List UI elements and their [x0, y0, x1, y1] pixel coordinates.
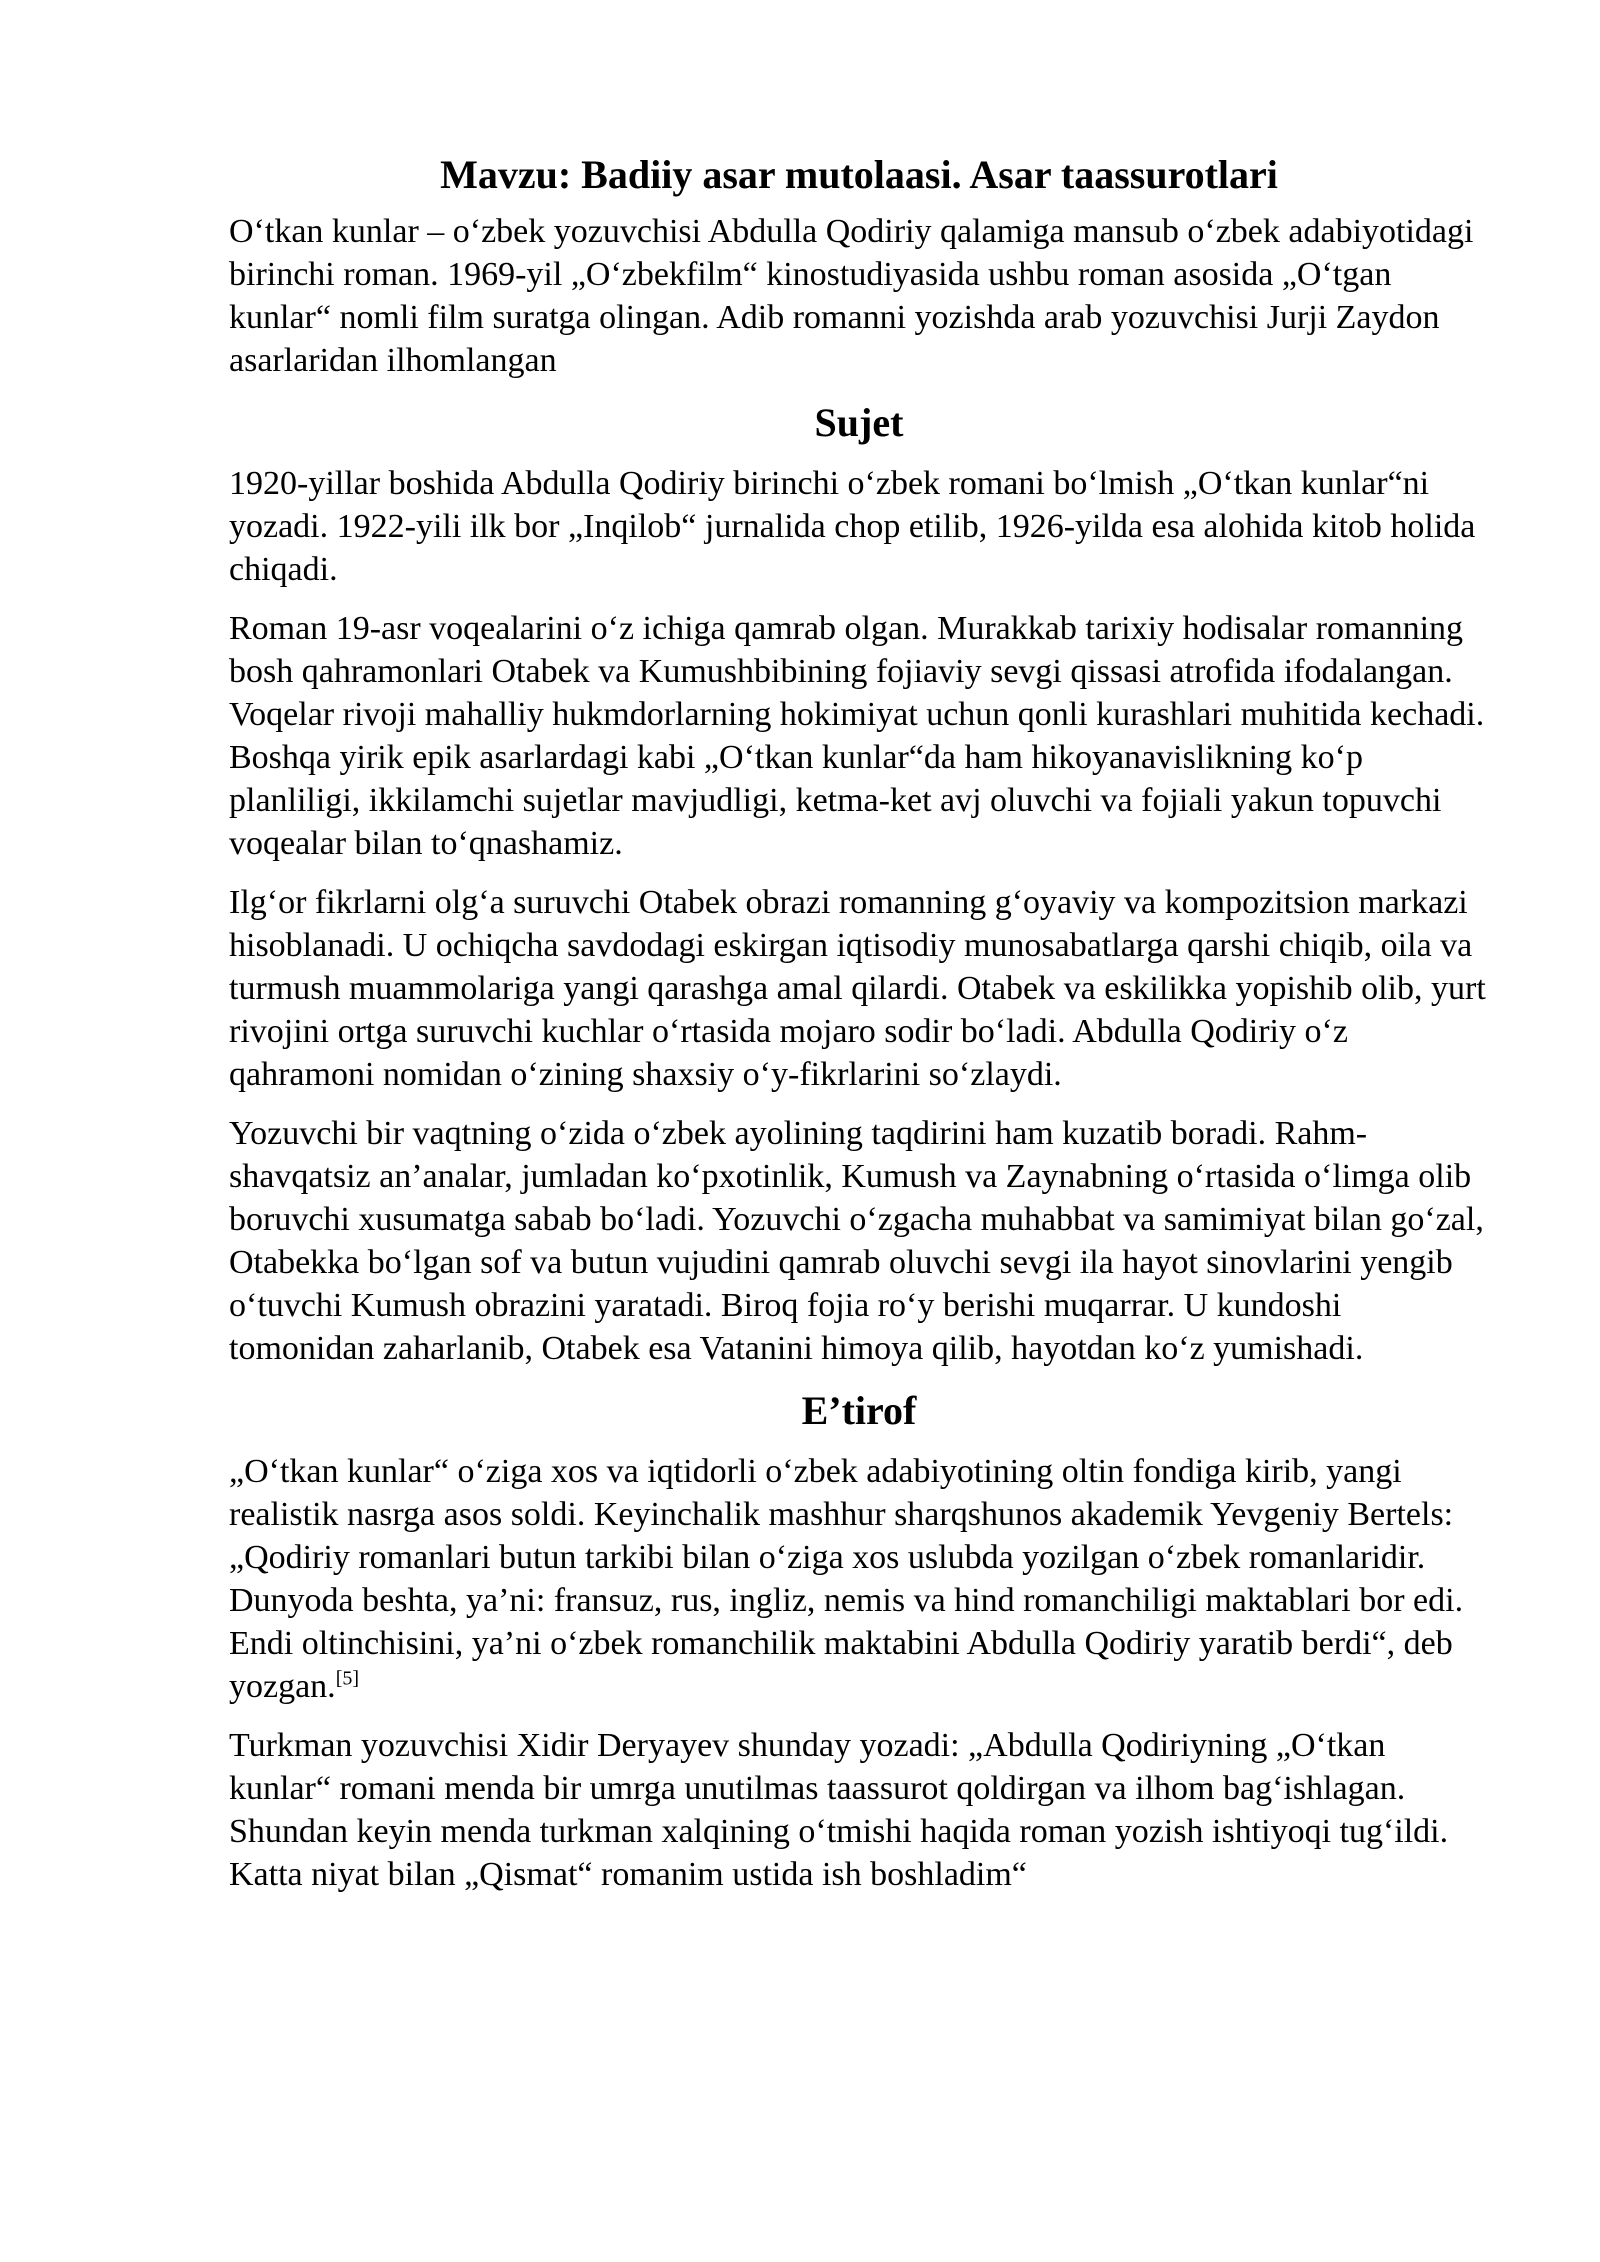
intro-paragraph: O‘tkan kunlar – o‘zbek yozuvchisi Abdulla Qodiriy qalamiga mansub o‘zbek adabiyotidagi birinchi roman. 1969-yil „O‘zbekfilm“ kinostudiyasida ushbu roman asosida „O‘tgan kunlar“ nomli film suratga olingan. Adib romanni yozishda arab yozuvchisi Jurji Zaydon asarlaridan ilhomlangan	[229, 213, 1474, 379]
footnote-reference[interactable]: [5]	[335, 1667, 360, 1690]
sujet-paragraph-3: Ilg‘or fikrlarni olg‘a suruvchi Otabek obrazi romanning g‘oyaviy va kompozitsion markazi hisoblanadi. U ochiqcha savdodagi eskirgan iqtisodiy munosabatlarga qarshi chiqib, oila va turmush muammolariga yangi qarashga amal qilardi. Otabek va eskilikka yopishib olib, yurt rivojini ortga suruvchi kuchlar o‘rtasida mojaro sodir bo‘ladi. Abdulla Qodiriy o‘z qahramoni nomidan o‘zining shaxsiy o‘y-fikrlarini so‘zlaydi.	[229, 884, 1486, 1093]
document-page	[229, 150, 1489, 1912]
sujet-paragraph-1: 1920-yillar boshida Abdulla Qodiriy birinchi o‘zbek romani bo‘lmish „O‘tkan kunlar“ni yozadi. 1922-yili ilk bor „Inqilob“ jurnalida chop etilib, 1926-yilda esa alohida kitob holida chiqadi.	[229, 465, 1476, 588]
etirof-paragraph-1-text: „O‘tkan kunlar“ o‘ziga xos va iqtidorli o‘zbek adabiyotining oltin fondiga kirib, yangi realistik nasrga asos soldi. Keyinchalik mashhur sharqshunos akademik Yevgeniy Bertels: „Qodiriy romanlari butun tarkibi bilan o‘ziga xos uslubda yozilgan o‘zbek romanlaridir. Dunyoda beshta, ya’ni: fransuz, rus, ingliz, nemis va hind romanchiligi maktablari bor edi. Endi oltinchisini, ya’ni o‘zbek romanchilik maktabini Abdulla Qodiriy yaratib berdi“, deb yozgan.	[229, 1453, 1464, 1705]
page-title: Mavzu: Badiiy asar mutolaasi. Asar taassurotlari	[440, 152, 1278, 197]
sujet-paragraph-4: Yozuvchi bir vaqtning o‘zida o‘zbek ayolining taqdirini ham kuzatib boradi. Rahm-shavqatsiz an’analar, jumladan ko‘pxotinlik, Kumush va Zaynabning o‘rtasida o‘limga olib boruvchi xusumatga sabab bo‘ladi. Yozuvchi o‘zgacha muhabbat va samimiyat bilan go‘zal, Otabekka bo‘lgan sof va butun vujudini qamrab oluvchi sevgi ila hayot sinovlarini yengib o‘tuvchi Kumush obrazini yaratadi. Biroq fojia ro‘y berishi muqarrar. U kundoshi tomonidan zaharlanib, Otabek esa Vatanini himoya qilib, hayotdan ko‘z yumishadi.	[229, 1115, 1484, 1367]
section-heading-sujet: Sujet	[814, 400, 904, 445]
etirof-paragraph-1	[229, 1450, 1489, 1708]
etirof-paragraph-2: Turkman yozuvchisi Xidir Deryayev shunday yozadi: „Abdulla Qodiriyning „O‘tkan kunlar“ romani menda bir umrga unutilmas taassurot qoldirgan va ilhom bag‘ishlagan. Shundan keyin menda turkman xalqining o‘tmishi haqida roman yozish ishtiyoqi tug‘ildi. Katta niyat bilan „Qismat“ romanim ustida ish boshladim“	[229, 1727, 1449, 1893]
sujet-paragraph-2: Roman 19-asr voqealarini o‘z ichiga qamrab olgan. Murakkab tarixiy hodisalar romanning bosh qahramonlari Otabek va Kumushbibining fojiaviy sevgi qissasi atrofida ifodalangan. Voqelar rivoji mahalliy hukmdorlarning hokimiyat uchun qonli kurashlari muhitida kechadi. Boshqa yirik epik asarlardagi kabi „O‘tkan kunlar“da ham hikoyanavislikning ko‘p planliligi, ikkilamchi sujetlar mavjudligi, ketma-ket avj oluvchi va fojiali yakun topuvchi voqealar bilan to‘qnashamiz.	[229, 610, 1485, 862]
section-heading-etirof: E’tirof	[801, 1388, 917, 1433]
